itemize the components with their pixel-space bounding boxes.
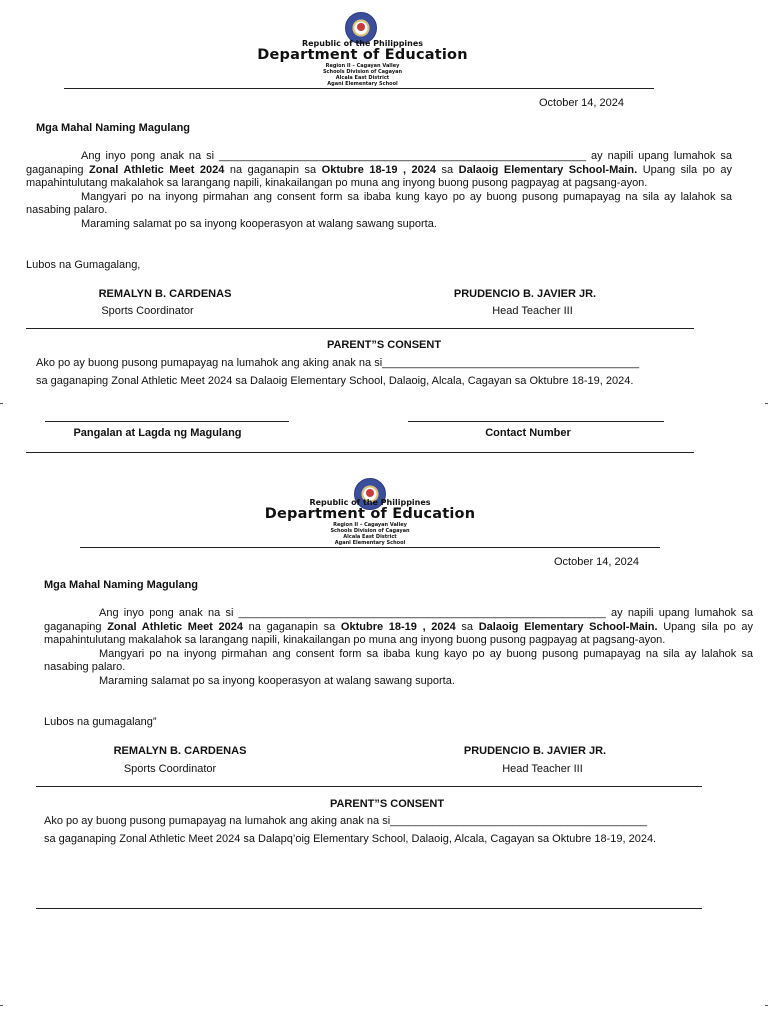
salutation: Mga Mahal Naming Magulang xyxy=(36,122,191,134)
coordinator-name: REMALYN B. CARDENAS xyxy=(113,745,247,757)
p1-text-a: Ang inyo pong anak na si ____________________________________________________________ ay napili upang lumahok sa gaganaping xyxy=(26,150,732,176)
district-line: Alcala East District xyxy=(335,75,390,81)
p1-text-d: Upang sila po ay mapahintulutang makalahok sa larangang napili, kinakailangan po muna ang inyong buong pusong pagpayag at pagsang-ayon. xyxy=(26,163,733,189)
event-dates: Oktubre 18-19 , 2024 xyxy=(321,163,437,176)
head-teacher-title: Head Teacher III xyxy=(492,305,573,317)
consent-statement: Ako po ay buong pusong pumapayag na lumahok ang aking anak na si__________________________________________ xyxy=(36,357,640,369)
event-name: Zonal Athletic Meet 2024 xyxy=(89,163,225,176)
event-dates: Oktubre 18-19 , 2024 xyxy=(340,620,456,633)
coordinator-title: Sports Coordinator xyxy=(101,305,194,317)
page-edge-mark xyxy=(0,1005,3,1006)
paragraph-1 xyxy=(26,150,732,191)
head-teacher-title: Head Teacher III xyxy=(502,763,583,775)
letter-body xyxy=(44,607,753,688)
paragraph-2: Mangyari po na inyong pirmahan ang consent form sa ibaba kung kayo po ay buong pusong pumapayag na sila ay lalahok sa nasabing palaro. xyxy=(44,647,753,673)
republic-heading: Republic of the Philippines xyxy=(301,39,424,48)
p1-text-d: Upang sila po ay mapahintulutang makalahok sa larangang napili, kinakailangan po muna ang inyong buong pusong pagpayag at pagsang-ayon. xyxy=(44,620,754,646)
region-line: Region II – Cagayan Valley xyxy=(325,63,400,69)
header-rule xyxy=(80,547,660,548)
paragraph-1 xyxy=(44,607,753,648)
closing: Lubos na gumagalang” xyxy=(44,716,157,728)
contact-number-label: Contact Number xyxy=(485,427,571,439)
parent-signature-label: Pangalan at Lagda ng Magulang xyxy=(73,427,242,439)
department-heading: Department of Education xyxy=(264,506,476,522)
section-divider xyxy=(36,786,702,787)
header-rule xyxy=(64,88,654,89)
section-divider xyxy=(26,328,694,329)
contact-number-line xyxy=(408,421,664,422)
head-teacher-name: PRUDENCIO B. JAVIER JR. xyxy=(463,745,607,757)
cut-divider xyxy=(26,452,694,453)
letter-date: October 14, 2024 xyxy=(554,556,640,568)
republic-heading: Republic of the Philippines xyxy=(309,498,431,507)
consent-event-line: sa gaganaping Zonal Athletic Meet 2024 sa Dalaoig Elementary School, Dalaoig, Alcala, Cagayan sa Oktubre 18-19, 2024. xyxy=(36,375,634,387)
p1-text-c: sa xyxy=(455,620,479,633)
event-venue: Dalaoig Elementary School-Main. xyxy=(458,163,638,176)
consent-title: PARENT”S CONSENT xyxy=(326,339,442,351)
division-line: Schools Division of Cagayan xyxy=(322,69,403,75)
closing: Lubos na Gumagalang, xyxy=(26,259,141,271)
salutation: Mga Mahal Naming Magulang xyxy=(44,579,199,591)
consent-title: PARENT”S CONSENT xyxy=(329,798,445,810)
page-edge-mark xyxy=(0,403,3,404)
paragraph-2: Mangyari po na inyong pirmahan ang consent form sa ibaba kung kayo po ay buong pusong pumapayag na sila ay lalahok sa nasabing palaro. xyxy=(26,190,732,216)
paragraph-3: Maraming salamat po sa inyong kooperasyon at walang sawang suporta. xyxy=(99,674,455,687)
school-line: Agani Elementary School xyxy=(334,540,406,546)
department-heading: Department of Education xyxy=(257,47,468,63)
school-line: Agani Elementary School xyxy=(327,81,398,87)
coordinator-title: Sports Coordinator xyxy=(123,763,217,775)
event-venue: Dalaoig Elementary School-Main. xyxy=(478,620,658,633)
p1-text-b: na gaganapin sa xyxy=(224,163,322,176)
cut-divider xyxy=(36,908,702,909)
p1-text-b: na gaganapin sa xyxy=(243,620,341,633)
district-line: Alcala East District xyxy=(343,534,397,540)
coordinator-name: REMALYN B. CARDENAS xyxy=(98,288,232,300)
region-line: Region II – Cagayan Valley xyxy=(333,522,407,528)
event-name: Zonal Athletic Meet 2024 xyxy=(107,620,243,633)
p1-text-c: sa xyxy=(436,163,459,176)
division-line: Schools Division of Cagayan xyxy=(330,528,410,534)
parent-signature-line xyxy=(45,421,289,422)
consent-statement: Ako po ay buong pusong pumapayag na lumahok ang aking anak na si__________________________________________ xyxy=(44,815,648,827)
consent-event-line: sa gaganaping Zonal Athletic Meet 2024 sa Dalapq’oig Elementary School, Dalaoig, Alcala, Cagayan sa Oktubre 18-19, 2024. xyxy=(44,833,657,845)
letter-date: October 14, 2024 xyxy=(539,97,625,109)
paragraph-3: Maraming salamat po sa inyong kooperasyon at walang sawang suporta. xyxy=(81,217,437,230)
head-teacher-name: PRUDENCIO B. JAVIER JR. xyxy=(453,288,597,300)
letter-body xyxy=(26,150,732,231)
p1-text-a: Ang inyo pong anak na si ____________________________________________________________ ay napili upang lumahok sa gaganaping xyxy=(44,607,753,633)
